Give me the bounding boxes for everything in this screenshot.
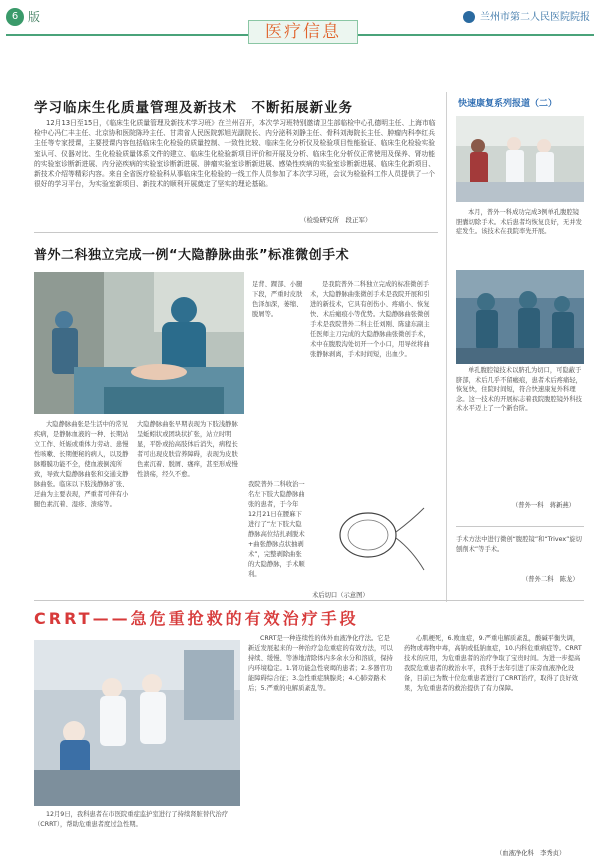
hospital-name: 兰州市第二人民医院院报	[480, 12, 590, 23]
article2-col-bottom: 我院普外二科收治一名左下肢大隐静脉曲张的患者，于今年12月21日在腰麻下进行了“左下肢大隐静脉高位结扎剥脱术+曲张静脉点状抽剥术”，完整剥除曲张的大隐静脉，手术顺利。	[248, 481, 305, 578]
article2-col-mid: 大隐静脉曲张早期表现为下肢浅静脉呈蚯蚓状或团块状扩张，站立时明显，平卧或抬高肢体后消失，病程长者可出现皮肤营养障碍，表现为皮肤色素沉着、脱屑、瘙痒，甚至形成慢性溃疡，经久不愈。	[137, 421, 238, 478]
article2-col-top: 足背、踝部、小腿下段，严重时皮肤色泽加深，萎缩、脱屑等。	[252, 281, 303, 318]
article-divider	[34, 232, 438, 233]
page-number-badge: 6	[6, 8, 24, 26]
drawing-caption: 术后切口（示意图）	[312, 592, 369, 599]
article3-title: CRRT——急危重抢救的有效治疗手段	[34, 609, 359, 628]
bottom-article-divider	[34, 600, 584, 601]
hospital-emblem-icon	[463, 11, 475, 23]
sidebar-author-2: （普外二科 陈龙）	[522, 576, 579, 583]
column-divider	[446, 92, 447, 602]
section-title-box	[248, 20, 358, 44]
article3-col-1: CRRT是一种连续性的体外血液净化疗法。它是新近发展起来的一种治疗急危重症的有效方法，可以持续、缓慢、等渗地清除体内多余水分和溶质，保持内环境稳定。1.肾功能急性衰竭的患者；2.多器官功能障碍综合征；3.急性重症胰腺炎；4.心肺旁路术后；5.严重的电解质紊乱等。	[248, 635, 393, 692]
ward-round-photo	[456, 116, 584, 202]
sidebar-author-1: （普外一科 蒋新燕）	[512, 502, 575, 509]
sidebar-text-3: 手术方法中进行微创“腹腔镜”和“Trivex”旋切刨削术”等手术。	[456, 536, 582, 553]
article1-body: 12月13日至15日，《临床生化质量管理及新技术学习班》在兰州召开，本次学习班特别邀请卫生部临检中心孔德明主任、上海市临检中心冯仁丰主任、北京协和医院陈玲主任、甘肃省人民医院郭旭光副院长、内分泌科刘静主任、骨科刘海院长主任、肿瘤内科李红兵主任等专家授课，主要授课内容包括临床生化检验的质量控制、一致性比较、临床生化分析仪及检验项目性能验证、临床生化检验实验室认可、仪器对比、生化检验质量体系文件的建立、临床生化检验新项目评价和开展及分析、临床生化分析仪正常使用及保养、肾功能的实验室诊断新进展、内分泌疾病的实验室诊断新进展、肿瘤实验室诊断新进展、感染性疾病的实验室诊断新进展、临床生化新项目、新技术介绍等精彩内容。来自全省医疗检验科从事临床生化检验的一线工作人员参加了本次学习班，会议为检验科工作人员提供了一个很好的学习平台，为实验室新项目、新技术的顺利开展奠定了坚实的理论基础。	[34, 119, 436, 189]
hospital-logo	[463, 8, 590, 23]
laparoscopy-photo	[456, 270, 584, 364]
crrt-photo	[34, 640, 240, 806]
article2-title: 普外二科独立完成一例“大隐静脉曲张”标准微创手术	[34, 248, 350, 263]
sidebar-text-2: 单孔腹腔镜技术以脐孔为切口，可隐蔽于脐部，术后几乎不留瘢痕，患者术后疼痛轻，恢复快，住院时间短，符合快速康复外科理念。这一技术的开展标志着我院腹腔镜外科技术水平迈上了一个新台阶。	[456, 367, 582, 412]
page-header	[0, 0, 600, 62]
surgery-photo	[34, 272, 244, 414]
article3-author: （血液净化科 李秀贞）	[496, 850, 566, 857]
sidebar-text-1: 本月，普外一科成功完成3例单孔腹腔镜胆囊切除手术。术后患者均恢复良好，无并发症发生。该技术在我院率先开展。	[456, 209, 582, 235]
incision-diagram	[312, 480, 430, 588]
section-title: 医疗信息	[265, 22, 341, 42]
sidebar-divider	[456, 526, 584, 527]
article2-col-left: 大隐静脉曲张是生活中的常见疾病，是静脉血液的一种、长期站立工作、妊娠或重体力劳动、患慢性咳嗽、长期便秘的病人，以及静脉瓣膜功能不全，使血液倒流所致，导致大隐静脉曲张和交通支静脉曲张。临床以下肢浅静脉扩张、迂曲为主要表现，严重者可伴有小腿色素沉着、湿疹、溃疡等。	[34, 421, 129, 508]
sidebar-title: 快速康复系列报道（二）	[458, 99, 558, 109]
article2-col-right: 是我院普外二科独立完成的标准微创手术，大隐静脉曲张微创手术是我院开展和引进的新技术，它具有创伤小、疼痛小、恢复快、术后瘢痕小等优势。大隐静脉曲张微创手术是我院普外二科主任刘刚、陈建东副主任医师主刀完成的大隐静脉曲张微创手术，术中在腹股沟处切开一个小口，用导丝将曲张静脉剥离，手术时间短，出血少。	[310, 281, 430, 358]
crrt-photo-caption: 12月9日，我科患者在市医院重症监护室进行了持续肾脏替代治疗（CRRT），帮助危重患者度过急性期。	[34, 811, 229, 828]
page-number-suffix: 版	[28, 10, 41, 24]
article3-col-2: 心肌梗死，6.败血症，9.严重电解质紊乱，酸碱平衡失调，药物或毒物中毒，高钠或低钠血症，10.内科危重病症等。CRRT技术的应用，为危重患者的治疗争取了宝贵时间。为进一步提高我院危重患者的救治水平，我科于去年引进了床旁血液净化设备，目前已为数十位危重患者进行了CRRT治疗，取得了良好效果，为危重患者的救治提供了有力保障。	[404, 635, 582, 692]
article1-title: 学习临床生化质量管理及新技术 不断拓展新业务	[34, 100, 353, 116]
article1-author: （检验研究所 段正军）	[300, 216, 372, 224]
